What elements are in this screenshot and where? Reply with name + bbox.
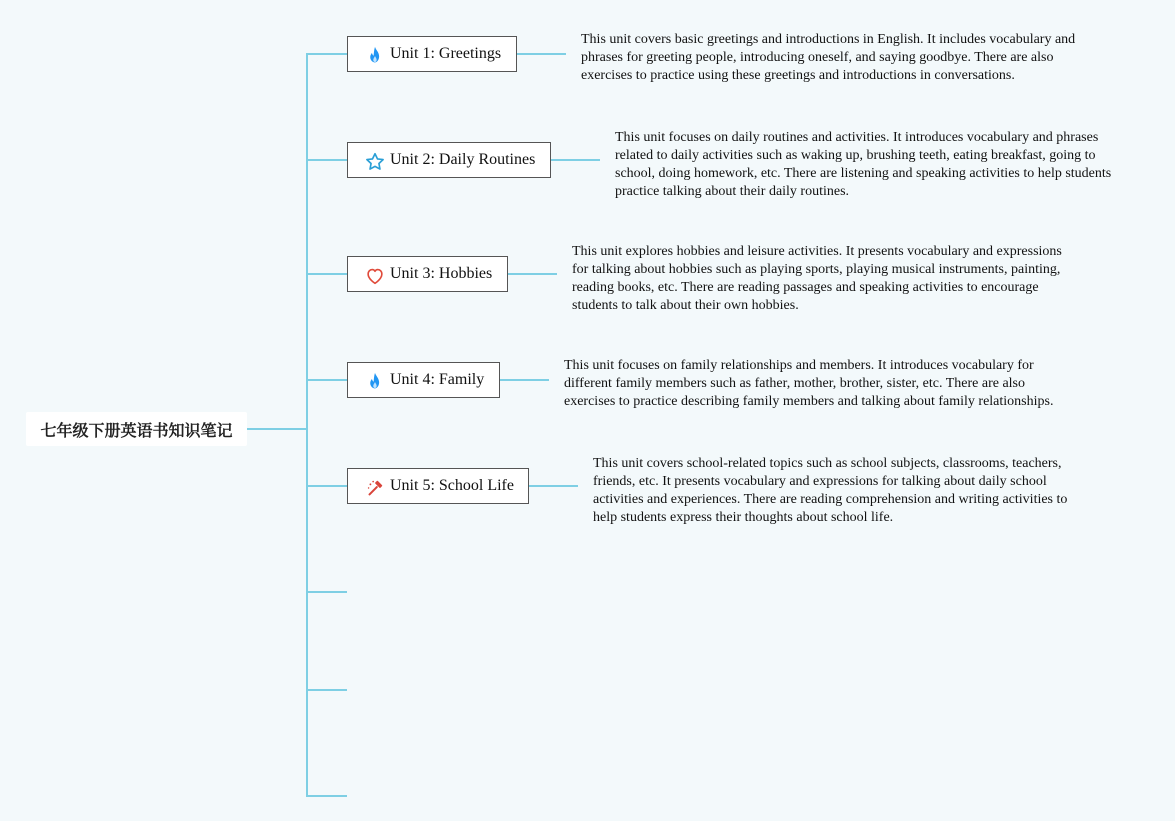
unit-label: Unit 4: Family xyxy=(390,371,485,388)
unit-node-daily-routines[interactable] xyxy=(347,142,551,178)
unit-node-greetings[interactable] xyxy=(347,36,517,72)
unit-node-family[interactable] xyxy=(347,362,500,398)
unit-description-greetings: This unit covers basic greetings and introductions in English. It includes vocabulary and phrases for greeting people, introducing oneself, and saying goodbye. There are also exercises to practice using these greetings and introductions in conversations. xyxy=(581,32,1076,83)
unit-label: Unit 2: Daily Routines xyxy=(390,151,536,168)
unit-description-daily-routines: This unit focuses on daily routines and activities. It introduces vocabulary and phrases related to daily activities such as waking up, brushing teeth, eating breakfast, going to school, doing homework, etc. There are listening and speaking activities to help students practice talking about their daily routines. xyxy=(615,130,1112,199)
root-title: 七年级下册英语书知识笔记 xyxy=(40,420,233,440)
unit-description-hobbies: This unit explores hobbies and leisure activities. It presents vocabulary and expressions for talking about hobbies such as playing sports, playing musical instruments, painting, reading books, etc. There are reading passages and speaking activities to encourage students to talk about their own hobbies. xyxy=(572,244,1062,313)
fire-icon xyxy=(364,371,386,393)
unit-label: Unit 1: Greetings xyxy=(390,45,502,62)
star-icon xyxy=(364,151,386,173)
unit-description-school-life: This unit covers school-related topics such as school subjects, classrooms, teachers, friends, etc. It presents vocabulary and expressions for talking about daily school activities and experiences. There are reading comprehension and writing activities to help students express their thoughts about school life. xyxy=(593,456,1068,525)
unit-label: Unit 5: School Life xyxy=(390,477,514,494)
heart-icon xyxy=(364,265,386,287)
unit-node-school-life[interactable] xyxy=(347,468,529,504)
fire-icon xyxy=(364,45,386,67)
root-topic[interactable] xyxy=(26,412,247,446)
unit-node-hobbies[interactable] xyxy=(347,256,508,292)
unit-label: Unit 3: Hobbies xyxy=(390,265,493,282)
hammer-icon xyxy=(364,477,386,499)
unit-description-family: This unit focuses on family relationships and members. It introduces vocabulary for different family members such as father, mother, brother, sister, etc. There are also exercises to practice describing family members and talking about family relationships. xyxy=(564,358,1054,409)
